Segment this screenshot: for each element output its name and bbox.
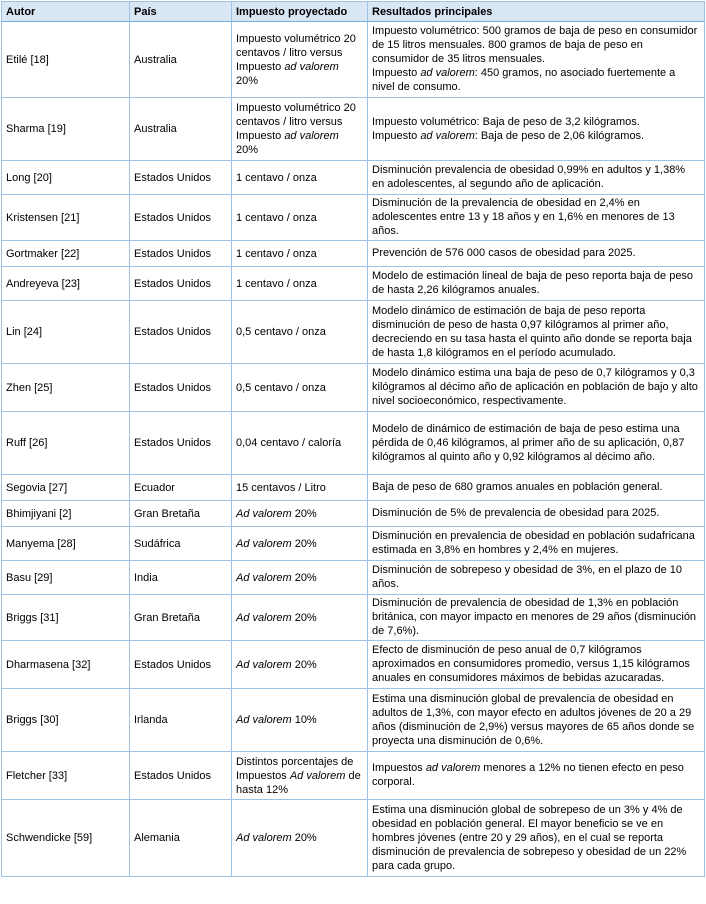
- cell-autor: Bhimjiyani [2]: [2, 501, 130, 527]
- cell-impuesto: [232, 752, 368, 800]
- cell-resultados: [368, 301, 705, 364]
- text-segment: Disminución de la prevalencia de obesidad en 2,4% en adolescentes entre 13 y 18 años y en 1,6% en menores de 13 años.: [372, 197, 675, 237]
- text-segment: 20%: [291, 537, 317, 550]
- cell-pais: Estados Unidos: [130, 161, 232, 195]
- table-row: [2, 364, 705, 412]
- cell-autor: Manyema [28]: [2, 527, 130, 561]
- table-row: [2, 475, 705, 501]
- results-table: [1, 1, 705, 877]
- italic-text: ad valorem: [425, 762, 481, 774]
- text-segment: Modelo de estimación lineal de baja de peso reporta baja de peso de hasta 2,26 kilógramos anuales.: [372, 270, 694, 296]
- header-impuesto: Impuesto proyectado: [232, 2, 368, 22]
- cell-autor: Briggs [30]: [2, 689, 130, 752]
- header-autor: Autor: [2, 2, 130, 22]
- cell-impuesto: [232, 527, 368, 561]
- cell-pais: Estados Unidos: [130, 752, 232, 800]
- cell-autor: Lin [24]: [2, 301, 130, 364]
- cell-resultados: [368, 241, 705, 267]
- table-row: [2, 22, 705, 98]
- cell-pais: Gran Bretaña: [130, 595, 232, 641]
- text-segment: : Baja de peso de 2,06 kilógramos.: [474, 129, 645, 142]
- cell-autor: Ruff [26]: [2, 412, 130, 475]
- italic-text: Ad valorem: [236, 714, 292, 726]
- text-segment: 20%: [291, 832, 317, 844]
- italic-text: ad valorem: [284, 60, 339, 73]
- cell-impuesto: [232, 561, 368, 595]
- table-row: [2, 800, 705, 877]
- cell-resultados: [368, 595, 705, 641]
- text-segment: Modelo de dinámico de estimación de baja de peso estima una pérdida de 0,46 kilógramos, al primer año de su aplicación, 0,87 kilógramos al quinto año y 0,92 kilógramos al décimo año.: [372, 422, 685, 463]
- text-segment: Estima una disminución global de sobrepeso de un 3% y 4% de obesidad en población general. El mayor beneficio se ve en hombres jóvenes (entre 20 y 29 años), en el cual se reporta disminución de prevalencia de sobrepeso y obesidad de un 22% para cada grupo.: [372, 803, 687, 872]
- cell-autor: Dharmasena [32]: [2, 641, 130, 689]
- italic-text: ad valorem: [420, 129, 475, 142]
- table-row: [2, 501, 705, 527]
- cell-resultados: [368, 267, 705, 301]
- text-segment: Modelo dinámico de estimación de baja de peso reporta disminución de peso de hasta 0,97 kilógramos al primer año, decreciendo en su tasa hasta el quinto año donde se reporta baja de hasta 1,8 kilógramos en el período acumulado.: [372, 304, 692, 359]
- cell-resultados: [368, 561, 705, 595]
- text-segment: Prevención de 576 000 casos de obesidad para 2025.: [372, 247, 636, 259]
- text-segment: 20%: [291, 571, 317, 584]
- cell-autor: Etilé [18]: [2, 22, 130, 98]
- text-segment: 0,04 centavo / caloría: [236, 437, 342, 449]
- table-row: [2, 689, 705, 752]
- text-segment: 20%: [236, 74, 259, 87]
- cell-impuesto: [232, 98, 368, 161]
- table-row: [2, 641, 705, 689]
- text-segment: 15 centavos / Litro: [236, 481, 326, 494]
- cell-pais: Estados Unidos: [130, 241, 232, 267]
- text-segment: Disminución de 5% de prevalencia de obesidad para 2025.: [372, 507, 660, 519]
- cell-autor: Andreyeva [23]: [2, 267, 130, 301]
- italic-text: ad valorem: [284, 130, 339, 142]
- cell-impuesto: [232, 22, 368, 98]
- cell-impuesto: [232, 641, 368, 689]
- text-segment: Impuesto volumétrico: 500 gramos de baja de peso en consumidor de 15 litros mensuales. 800 gramos de baja de peso en consumidor de 35 litros mensuales.: [372, 25, 698, 65]
- italic-text: Ad valorem: [236, 507, 292, 520]
- table-row: [2, 561, 705, 595]
- text-segment: 1 centavo / onza: [236, 277, 317, 290]
- table-row: [2, 595, 705, 641]
- cell-pais: Irlanda: [130, 689, 232, 752]
- text-segment: Disminución en prevalencia de obesidad en población sudafricana estimada en 3,8% en hombres y 2,4% en mujeres.: [372, 530, 695, 556]
- cell-impuesto: [232, 501, 368, 527]
- cell-resultados: [368, 800, 705, 877]
- cell-resultados: [368, 641, 705, 689]
- italic-text: Ad valorem: [236, 537, 292, 550]
- cell-resultados: [368, 501, 705, 527]
- cell-pais: Estados Unidos: [130, 641, 232, 689]
- table-row: [2, 752, 705, 800]
- cell-resultados: [368, 98, 705, 161]
- cell-autor: Gortmaker [22]: [2, 241, 130, 267]
- table-row: [2, 301, 705, 364]
- italic-text: Ad valorem: [236, 658, 292, 671]
- cell-impuesto: [232, 475, 368, 501]
- italic-text: Ad valorem: [236, 832, 292, 844]
- cell-impuesto: [232, 301, 368, 364]
- cell-autor: Segovia [27]: [2, 475, 130, 501]
- italic-text: Ad valorem: [236, 571, 292, 584]
- cell-pais: Gran Bretaña: [130, 501, 232, 527]
- text-segment: 20%: [236, 144, 259, 156]
- cell-autor: Schwendicke [59]: [2, 800, 130, 877]
- cell-pais: Estados Unidos: [130, 301, 232, 364]
- header-resultados: Resultados principales: [368, 2, 705, 22]
- cell-pais: Sudáfrica: [130, 527, 232, 561]
- text-segment: Disminución de prevalencia de obesidad de 1,3% en población británica, con mayor impacto en menores de 29 años (disminución de 7,6%).: [372, 597, 697, 637]
- text-segment: Impuesto volumétrico: Baja de peso de 3,2 kilógramos.: [372, 115, 640, 128]
- table-row: [2, 98, 705, 161]
- text-segment: 20%: [291, 658, 317, 671]
- cell-pais: India: [130, 561, 232, 595]
- text-segment: Modelo dinámico estima una baja de peso de 0,7 kilógramos y 0,3 kilógramos al décimo año de aplicación en población de bajo y alto nivel socioeconómico, respectivamente.: [372, 367, 698, 407]
- cell-autor: Long [20]: [2, 161, 130, 195]
- table-row: [2, 161, 705, 195]
- text-segment: Impuesto: [372, 67, 421, 79]
- text-segment: Disminución prevalencia de obesidad 0,99% en adultos y 1,38% en adolescentes, al segundo año de aplicación.: [372, 164, 686, 190]
- table-row: [2, 267, 705, 301]
- cell-pais: Estados Unidos: [130, 364, 232, 412]
- cell-pais: Australia: [130, 98, 232, 161]
- text-segment: 20%: [291, 507, 317, 520]
- table-row: [2, 241, 705, 267]
- text-segment: Impuestos: [372, 762, 426, 774]
- cell-impuesto: [232, 241, 368, 267]
- cell-autor: Sharma [19]: [2, 98, 130, 161]
- cell-pais: Estados Unidos: [130, 412, 232, 475]
- cell-impuesto: [232, 595, 368, 641]
- text-segment: Baja de peso de 680 gramos anuales en población general.: [372, 481, 663, 493]
- header-row: [2, 2, 705, 22]
- table-row: [2, 195, 705, 241]
- cell-impuesto: [232, 689, 368, 752]
- text-segment: 10%: [291, 714, 317, 726]
- cell-pais: Ecuador: [130, 475, 232, 501]
- cell-impuesto: [232, 195, 368, 241]
- text-segment: : 450 gramos, no asociado fuertemente a nivel de consumo.: [372, 67, 676, 93]
- text-segment: 1 centavo / onza: [236, 247, 317, 260]
- text-segment: Estima una disminución global de prevalencia de obesidad en adultos de 1,3%, con mayor efecto en adultos jóvenes de 20 a 29 años (disminución de 2,9%) versus mayores de 65 años donde se proyecta una disminución de 0,6%.: [372, 692, 695, 747]
- text-segment: 1 centavo / onza: [236, 171, 317, 184]
- cell-resultados: [368, 689, 705, 752]
- text-segment: de hasta 12%: [236, 769, 361, 796]
- cell-resultados: [368, 364, 705, 412]
- cell-resultados: [368, 195, 705, 241]
- cell-autor: Briggs [31]: [2, 595, 130, 641]
- cell-impuesto: [232, 161, 368, 195]
- header-pais: País: [130, 2, 232, 22]
- cell-pais: Australia: [130, 22, 232, 98]
- cell-impuesto: [232, 364, 368, 412]
- cell-resultados: [368, 412, 705, 475]
- text-segment: Impuesto volumétrico 20 centavos / litro versus Impuesto: [236, 102, 356, 142]
- cell-autor: Basu [29]: [2, 561, 130, 595]
- cell-resultados: [368, 475, 705, 501]
- italic-text: Ad valorem: [289, 769, 346, 782]
- text-segment: 1 centavo / onza: [236, 211, 317, 224]
- cell-autor: Fletcher [33]: [2, 752, 130, 800]
- cell-impuesto: [232, 267, 368, 301]
- text-segment: 20%: [291, 611, 317, 624]
- text-segment: Disminución de sobrepeso y obesidad de 3%, en el plazo de 10 años.: [372, 564, 683, 590]
- table-body: [2, 22, 705, 877]
- italic-text: ad valorem: [420, 67, 475, 79]
- text-segment: 0,5 centavo / onza: [236, 326, 326, 338]
- table-row: [2, 412, 705, 475]
- text-segment: Efecto de disminución de peso anual de 0,7 kilógramos aproximados en consumidores promedio, versus 1,15 kilógramos anuales en consumidores máximos de bebidas azucaradas.: [372, 644, 690, 684]
- text-segment: menores a 12% no tienen efecto en peso corporal.: [372, 762, 684, 788]
- text-segment: Impuesto: [372, 129, 421, 142]
- cell-impuesto: [232, 800, 368, 877]
- text-segment: 0,5 centavo / onza: [236, 381, 326, 394]
- cell-resultados: [368, 22, 705, 98]
- cell-resultados: [368, 527, 705, 561]
- cell-autor: Kristensen [21]: [2, 195, 130, 241]
- cell-pais: Estados Unidos: [130, 195, 232, 241]
- cell-resultados: [368, 752, 705, 800]
- cell-impuesto: [232, 412, 368, 475]
- text-segment: Distintos porcentajes de Impuestos: [236, 755, 354, 782]
- cell-autor: Zhen [25]: [2, 364, 130, 412]
- cell-pais: Alemania: [130, 800, 232, 877]
- table-row: [2, 527, 705, 561]
- text-segment: Impuesto volumétrico 20 centavos / litro versus Impuesto: [236, 32, 356, 73]
- cell-resultados: [368, 161, 705, 195]
- italic-text: Ad valorem: [236, 611, 292, 624]
- cell-pais: Estados Unidos: [130, 267, 232, 301]
